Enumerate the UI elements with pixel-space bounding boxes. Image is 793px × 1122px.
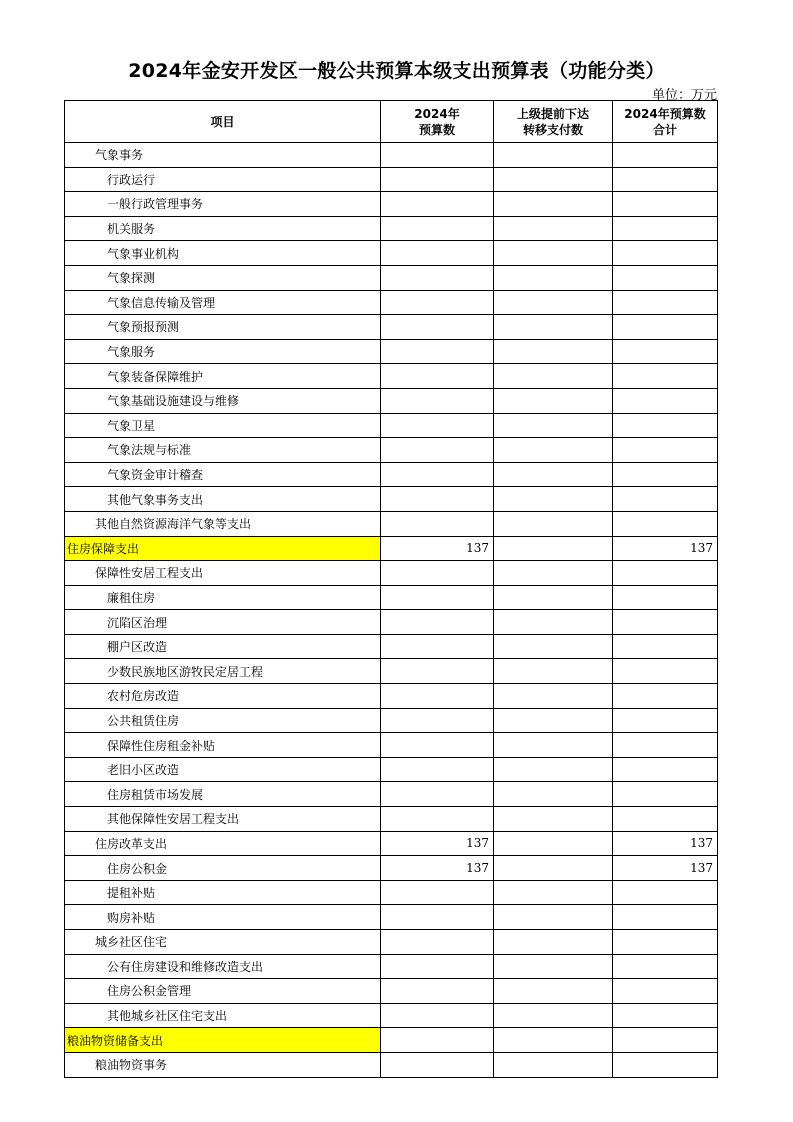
- row-transfer: [494, 807, 613, 832]
- table-row: [65, 511, 718, 536]
- row-total: [613, 880, 718, 905]
- table-row: [65, 1028, 718, 1053]
- row-budget: [381, 684, 494, 709]
- table-row: [65, 610, 718, 635]
- row-name: 住房公积金管理: [65, 979, 381, 1004]
- row-total: [613, 954, 718, 979]
- row-budget: [381, 265, 494, 290]
- table-row: [65, 684, 718, 709]
- table-row: [65, 192, 718, 217]
- table-row: [65, 807, 718, 832]
- header-total: [613, 101, 718, 143]
- row-transfer: [494, 979, 613, 1004]
- table-row: [65, 856, 718, 881]
- table-row: [65, 757, 718, 782]
- header-transfer-line2: 转移支付数: [522, 122, 583, 137]
- header-item: 项目: [65, 101, 381, 143]
- row-total: [613, 167, 718, 192]
- row-total: [613, 757, 718, 782]
- row-transfer: [494, 782, 613, 807]
- row-name: 保障性住房租金补贴: [65, 733, 381, 758]
- row-transfer: [494, 143, 613, 168]
- table-row: [65, 315, 718, 340]
- row-budget: [381, 388, 494, 413]
- row-budget: [381, 954, 494, 979]
- table-row: [65, 831, 718, 856]
- row-budget: [381, 561, 494, 586]
- row-name: 其他城乡社区住宅支出: [65, 1003, 381, 1028]
- row-transfer: [494, 290, 613, 315]
- row-transfer: [494, 462, 613, 487]
- row-total: [613, 708, 718, 733]
- row-budget: [381, 315, 494, 340]
- table-row: [65, 561, 718, 586]
- row-budget: [381, 1003, 494, 1028]
- row-transfer: [494, 880, 613, 905]
- table-row: [65, 216, 718, 241]
- table-row: [65, 979, 718, 1004]
- row-total: [613, 684, 718, 709]
- header-total-line2: 合计: [652, 122, 677, 137]
- row-transfer: [494, 487, 613, 512]
- row-name: 行政运行: [65, 167, 381, 192]
- row-transfer: [494, 413, 613, 438]
- row-transfer: [494, 684, 613, 709]
- row-budget: [381, 585, 494, 610]
- row-name: 气象探测: [65, 265, 381, 290]
- row-budget: [381, 1028, 494, 1053]
- row-total: [613, 782, 718, 807]
- row-total: [613, 388, 718, 413]
- row-budget: [381, 782, 494, 807]
- row-total: [613, 585, 718, 610]
- row-transfer: [494, 634, 613, 659]
- table-row: [65, 536, 718, 561]
- row-name: 住房租赁市场发展: [65, 782, 381, 807]
- table-row: [65, 241, 718, 266]
- row-name: 少数民族地区游牧民定居工程: [65, 659, 381, 684]
- row-name: 廉租住房: [65, 585, 381, 610]
- table-row: [65, 634, 718, 659]
- row-budget: [381, 659, 494, 684]
- row-total: [613, 1028, 718, 1053]
- row-transfer: [494, 339, 613, 364]
- header-budget: [381, 101, 494, 143]
- row-name: 购房补贴: [65, 905, 381, 930]
- row-transfer: [494, 1003, 613, 1028]
- table-row: [65, 339, 718, 364]
- row-budget: [381, 216, 494, 241]
- row-total: [613, 733, 718, 758]
- row-total: [613, 192, 718, 217]
- row-name: 气象事务: [65, 143, 381, 168]
- row-name: 粮油物资事务: [65, 1052, 381, 1077]
- header-budget-line1: 2024年: [414, 106, 460, 121]
- row-name: 气象事业机构: [65, 241, 381, 266]
- row-transfer: [494, 364, 613, 389]
- row-transfer: [494, 561, 613, 586]
- row-name: 气象法规与标准: [65, 438, 381, 463]
- row-transfer: [494, 659, 613, 684]
- unit-label: 单位：万元: [651, 88, 717, 103]
- row-budget: [381, 979, 494, 1004]
- row-budget: [381, 241, 494, 266]
- row-transfer: [494, 536, 613, 561]
- row-name: 气象信息传输及管理: [65, 290, 381, 315]
- header-total-line1: 2024年预算数: [624, 106, 706, 121]
- row-budget: [381, 880, 494, 905]
- row-name: 棚户区改造: [65, 634, 381, 659]
- table-row: [65, 388, 718, 413]
- table-row: [65, 290, 718, 315]
- row-total: [613, 610, 718, 635]
- table-row: [65, 143, 718, 168]
- row-total: [613, 659, 718, 684]
- table-row: [65, 733, 718, 758]
- row-transfer: [494, 265, 613, 290]
- row-total: [613, 315, 718, 340]
- row-total: [613, 413, 718, 438]
- row-total: [613, 905, 718, 930]
- row-name: 农村危房改造: [65, 684, 381, 709]
- row-name: 住房保障支出: [65, 536, 381, 561]
- row-budget: [381, 192, 494, 217]
- row-name: 气象卫星: [65, 413, 381, 438]
- row-name: 公共租赁住房: [65, 708, 381, 733]
- row-budget: [381, 167, 494, 192]
- table-row: [65, 167, 718, 192]
- row-budget: [381, 413, 494, 438]
- row-transfer: [494, 905, 613, 930]
- row-total: [613, 807, 718, 832]
- table-row: [65, 1003, 718, 1028]
- row-total: [613, 1052, 718, 1077]
- table-row: [65, 954, 718, 979]
- row-name: 一般行政管理事务: [65, 192, 381, 217]
- table-header: [65, 101, 718, 143]
- row-total: [613, 143, 718, 168]
- table-row: [65, 782, 718, 807]
- row-transfer: [494, 856, 613, 881]
- row-budget: [381, 634, 494, 659]
- row-name: 机关服务: [65, 216, 381, 241]
- row-name: 住房改革支出: [65, 831, 381, 856]
- table-row: [65, 930, 718, 955]
- row-total: [613, 1003, 718, 1028]
- row-budget: [381, 610, 494, 635]
- table-row: [65, 905, 718, 930]
- row-total: [613, 339, 718, 364]
- row-transfer: [494, 315, 613, 340]
- row-total: [613, 265, 718, 290]
- table-row: [65, 880, 718, 905]
- row-total: [613, 438, 718, 463]
- row-transfer: [494, 388, 613, 413]
- row-name: 气象装备保障维护: [65, 364, 381, 389]
- row-total: [613, 290, 718, 315]
- header-budget-line2: 预算数: [418, 122, 455, 137]
- row-budget: [381, 1052, 494, 1077]
- header-transfer-line1: 上级提前下达: [516, 106, 589, 121]
- table-body: [65, 143, 718, 1078]
- table-row: [65, 585, 718, 610]
- row-name: 沉陷区治理: [65, 610, 381, 635]
- row-budget: [381, 364, 494, 389]
- table-row: [65, 708, 718, 733]
- row-transfer: [494, 241, 613, 266]
- row-total: [613, 241, 718, 266]
- row-budget: [381, 757, 494, 782]
- row-name: 气象预报预测: [65, 315, 381, 340]
- row-name: 气象基础设施建设与维修: [65, 388, 381, 413]
- row-budget: [381, 438, 494, 463]
- row-transfer: [494, 1028, 613, 1053]
- row-name: 其他保障性安居工程支出: [65, 807, 381, 832]
- row-transfer: [494, 585, 613, 610]
- row-transfer: [494, 192, 613, 217]
- row-name: 老旧小区改造: [65, 757, 381, 782]
- row-transfer: [494, 610, 613, 635]
- row-transfer: [494, 930, 613, 955]
- table-row: [65, 413, 718, 438]
- row-total: [613, 216, 718, 241]
- row-total: [613, 930, 718, 955]
- header-transfer: [494, 101, 613, 143]
- row-transfer: [494, 708, 613, 733]
- row-transfer: [494, 511, 613, 536]
- row-budget: [381, 290, 494, 315]
- row-total: [613, 634, 718, 659]
- row-total: 137: [613, 856, 718, 881]
- row-transfer: [494, 438, 613, 463]
- row-name: 其他自然资源海洋气象等支出: [65, 511, 381, 536]
- row-budget: [381, 708, 494, 733]
- budget-table: [64, 100, 718, 1078]
- table-row: [65, 438, 718, 463]
- page-title: 2024年金安开发区一般公共预算本级支出预算表（功能分类）: [128, 60, 665, 82]
- row-budget: [381, 930, 494, 955]
- row-transfer: [494, 757, 613, 782]
- row-total: [613, 561, 718, 586]
- row-total: 137: [613, 536, 718, 561]
- row-budget: [381, 143, 494, 168]
- row-name: 气象资金审计稽查: [65, 462, 381, 487]
- row-name: 住房公积金: [65, 856, 381, 881]
- row-budget: [381, 462, 494, 487]
- row-total: [613, 979, 718, 1004]
- row-total: [613, 487, 718, 512]
- row-name: 粮油物资储备支出: [65, 1028, 381, 1053]
- row-budget: 137: [381, 856, 494, 881]
- table-row: [65, 659, 718, 684]
- row-name: 提租补贴: [65, 880, 381, 905]
- row-budget: [381, 511, 494, 536]
- table-row: [65, 1052, 718, 1077]
- row-name: 保障性安居工程支出: [65, 561, 381, 586]
- row-transfer: [494, 831, 613, 856]
- row-total: [613, 462, 718, 487]
- row-total: [613, 364, 718, 389]
- row-transfer: [494, 954, 613, 979]
- row-name: 气象服务: [65, 339, 381, 364]
- row-transfer: [494, 216, 613, 241]
- row-name: 其他气象事务支出: [65, 487, 381, 512]
- row-budget: 137: [381, 831, 494, 856]
- row-budget: [381, 339, 494, 364]
- row-name: 城乡社区住宅: [65, 930, 381, 955]
- table-row: [65, 487, 718, 512]
- table-row: [65, 462, 718, 487]
- row-total: 137: [613, 831, 718, 856]
- row-transfer: [494, 1052, 613, 1077]
- row-budget: [381, 905, 494, 930]
- table-row: [65, 265, 718, 290]
- row-budget: 137: [381, 536, 494, 561]
- row-budget: [381, 733, 494, 758]
- row-total: [613, 511, 718, 536]
- row-budget: [381, 807, 494, 832]
- row-name: 公有住房建设和维修改造支出: [65, 954, 381, 979]
- row-transfer: [494, 167, 613, 192]
- row-transfer: [494, 733, 613, 758]
- row-budget: [381, 487, 494, 512]
- table-row: [65, 364, 718, 389]
